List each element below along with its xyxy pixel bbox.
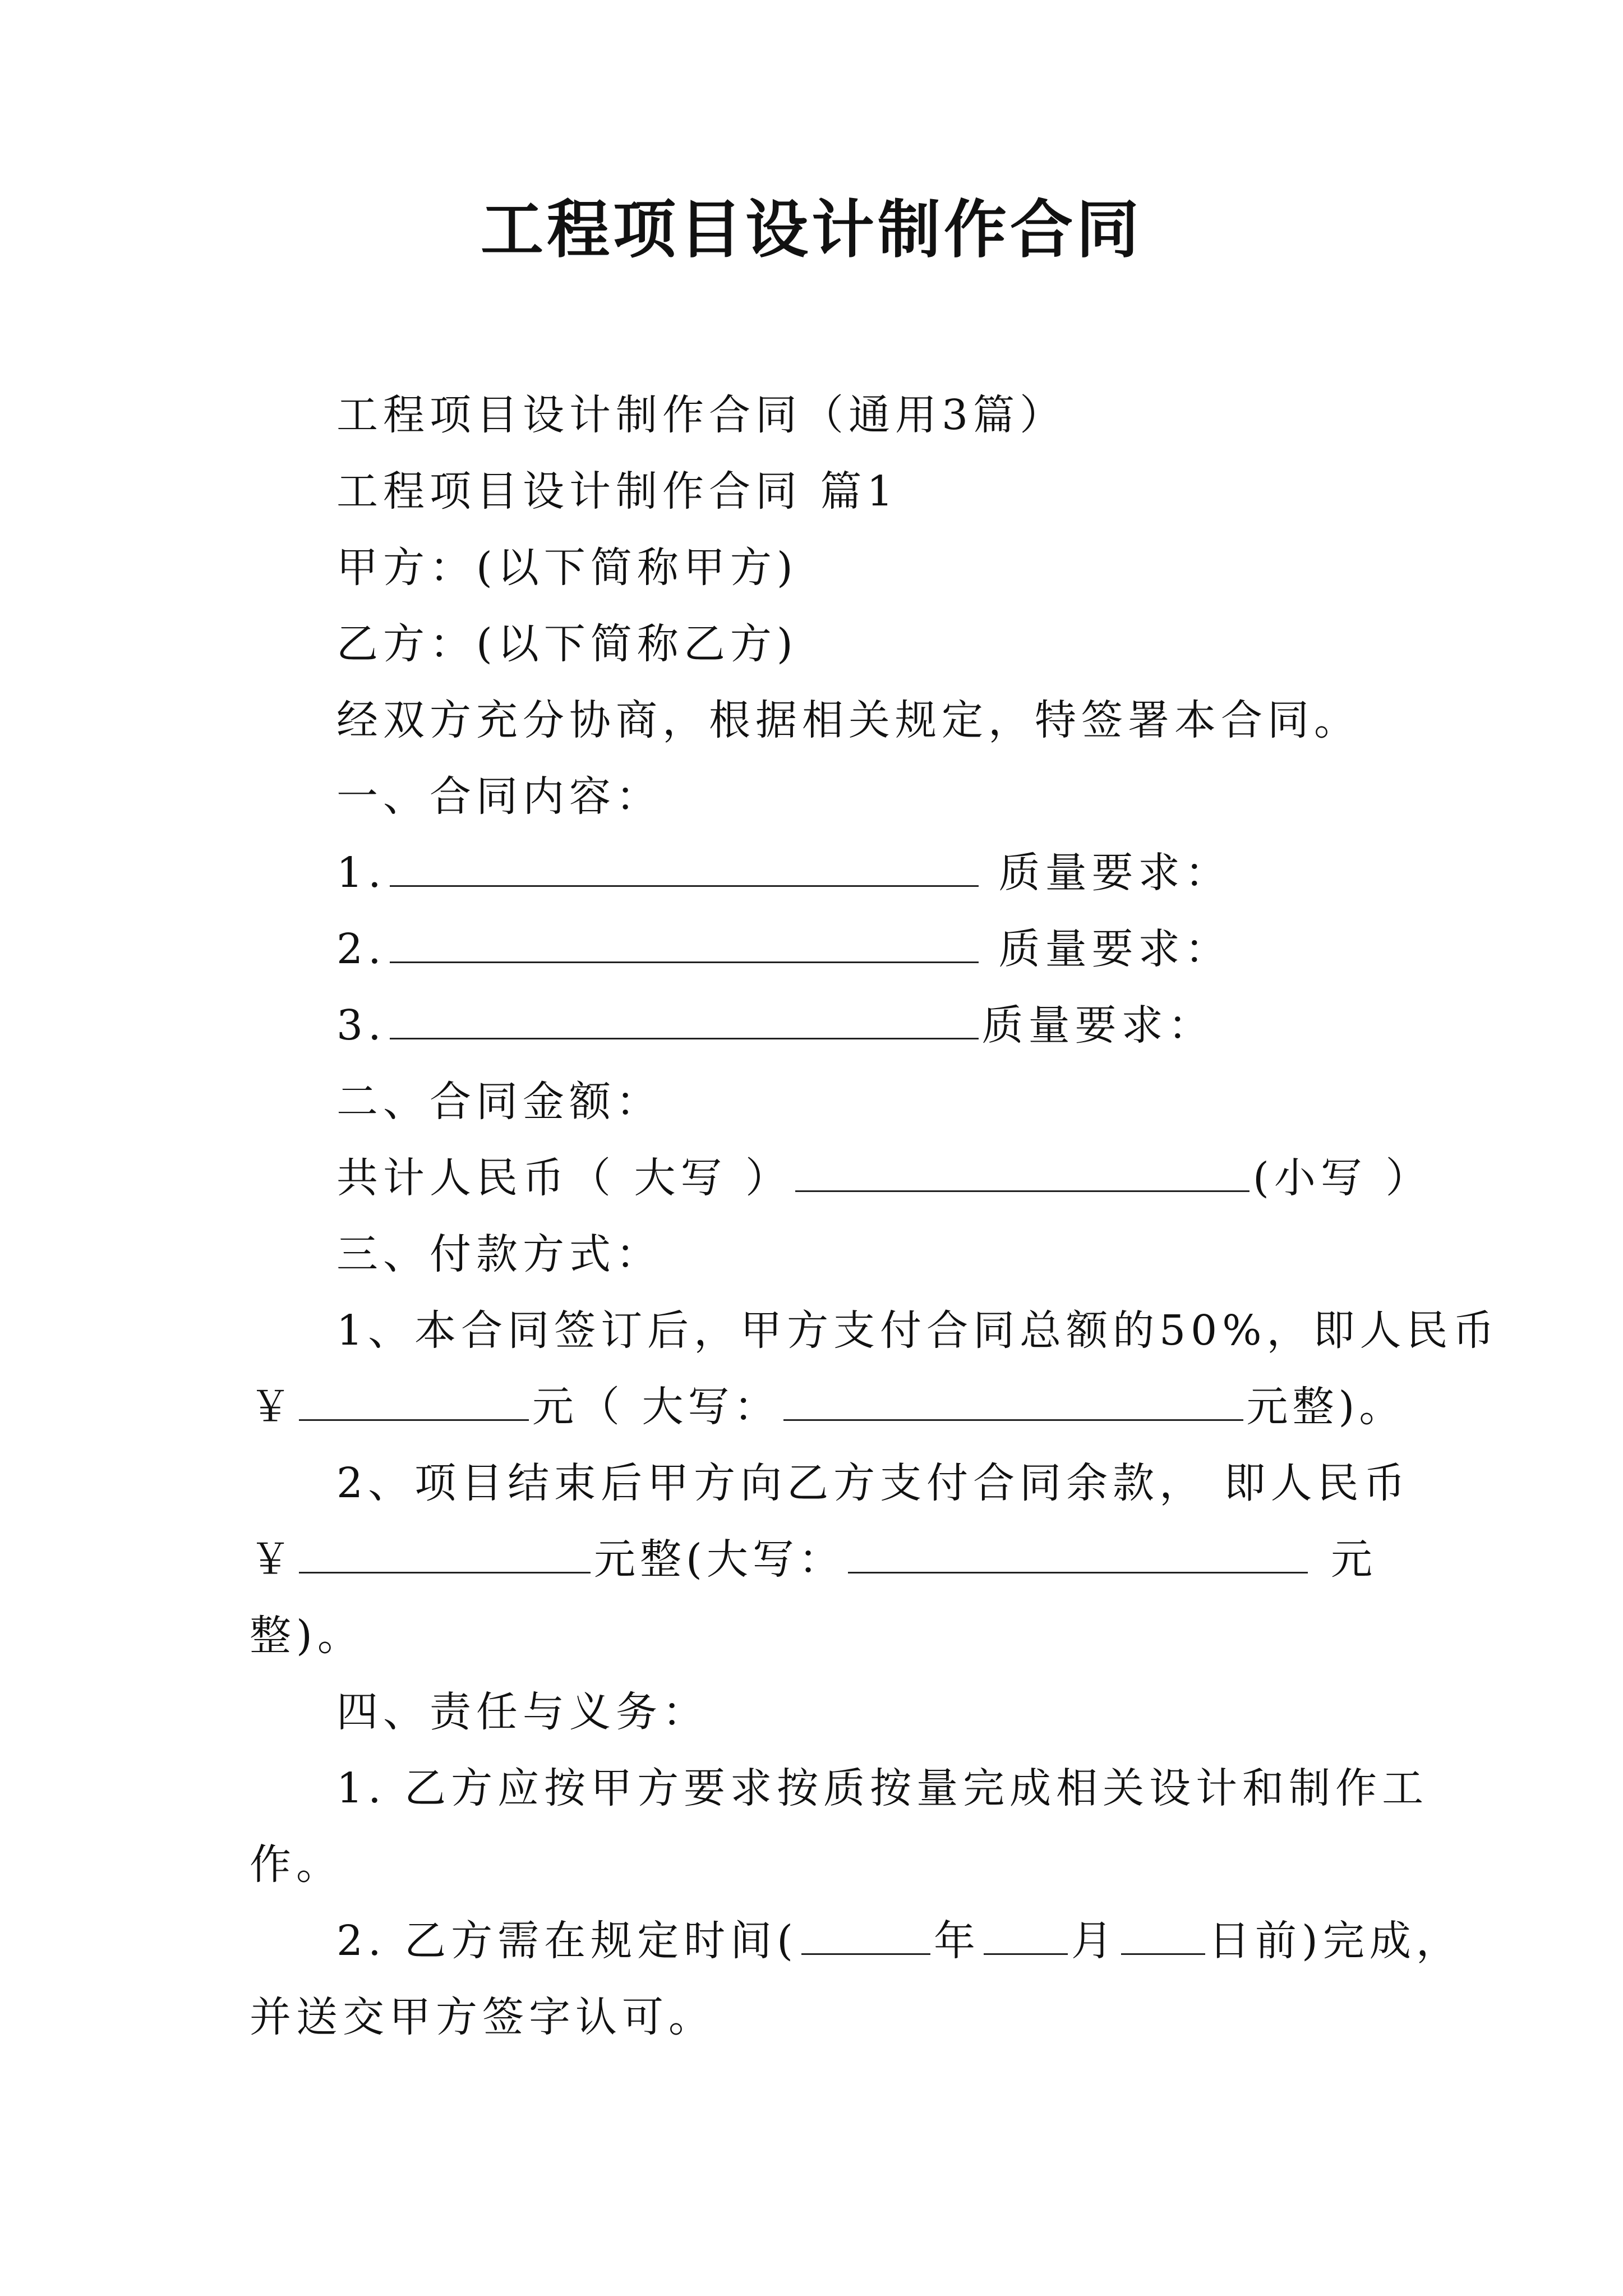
duty-2-line2: 并送交甲方签字认可。 <box>250 1993 715 2041</box>
section4-heading: 四、责任与义务： <box>336 1688 709 1736</box>
payment-1-amount-blank <box>299 1380 529 1421</box>
part-title: 工程项目设计制作合同 篇1 <box>336 467 898 516</box>
preamble: 经双方充分协商，根据相关规定，特签署本合同。 <box>336 696 1361 744</box>
subtitle: 工程项目设计制作合同（通用3篇） <box>336 391 1067 439</box>
day-blank <box>1121 1914 1205 1955</box>
item-number: 2. <box>336 925 386 973</box>
item-blank <box>390 922 979 963</box>
month-label: 月 <box>1071 1917 1118 1965</box>
document-title: 工程项目设计制作合同 <box>481 193 1142 266</box>
total-prefix: 共计人民币（ 大写 ） <box>336 1154 792 1202</box>
payment-2-amount-blank <box>299 1533 591 1573</box>
payment-2-capital-blank <box>848 1533 1308 1573</box>
payment-2-mid: 元整(大写： <box>594 1535 845 1584</box>
item-quality-label: 质量要求： <box>998 849 1232 897</box>
payment-1-capital-blank <box>783 1380 1243 1421</box>
duty-1-line2: 作。 <box>250 1841 343 1889</box>
total-suffix: (小写 ） <box>1253 1154 1432 1202</box>
section2-heading: 二、合同金额： <box>336 1078 662 1126</box>
payment-2-line2 <box>250 1531 1377 1588</box>
total-amount-line <box>336 1150 1432 1206</box>
content-item-3 <box>336 997 1215 1053</box>
section1-heading: 一、合同内容： <box>336 772 662 821</box>
payment-1-line2 <box>250 1379 1405 1435</box>
item-blank <box>390 999 979 1039</box>
payment-2-line1: 2、项目结束后甲方向乙方支付合同余款， 即人民币 <box>336 1459 1410 1507</box>
payment-2-line3: 整)。 <box>250 1612 364 1660</box>
item-quality-label: 质量要求： <box>981 1001 1215 1050</box>
total-amount-blank <box>795 1151 1249 1192</box>
payment-1-line1: 1、本合同签订后，甲方支付合同总额的50%，即人民币 <box>336 1306 1500 1355</box>
day-suffix: 日前)完成， <box>1209 1917 1463 1965</box>
item-number: 1. <box>336 849 386 897</box>
payment-2-end: 元 <box>1331 1535 1377 1584</box>
item-quality-label: 质量要求： <box>998 925 1232 973</box>
yen-sign: ￥ <box>250 1535 296 1584</box>
month-blank <box>984 1914 1068 1955</box>
payment-1-end: 元整)。 <box>1246 1383 1405 1431</box>
party-b: 乙方：(以下简称乙方) <box>336 620 798 668</box>
content-item-1 <box>336 845 1232 901</box>
payment-1-mid: 元（ 大写： <box>532 1383 780 1431</box>
duty-2-prefix: 2. 乙方需在规定时间( <box>336 1917 798 1965</box>
year-label: 年 <box>934 1917 980 1965</box>
party-a: 甲方：(以下简称甲方) <box>336 544 798 592</box>
content-item-2 <box>336 921 1232 977</box>
section3-heading: 三、付款方式： <box>336 1230 662 1278</box>
item-number: 3. <box>336 1001 386 1050</box>
yen-sign: ￥ <box>250 1383 296 1431</box>
duty-1-line1: 1. 乙方应按甲方要求按质按量完成相关设计和制作工 <box>336 1764 1429 1812</box>
duty-2-line1 <box>336 1913 1463 1969</box>
year-blank <box>801 1914 930 1955</box>
item-blank <box>390 846 979 887</box>
